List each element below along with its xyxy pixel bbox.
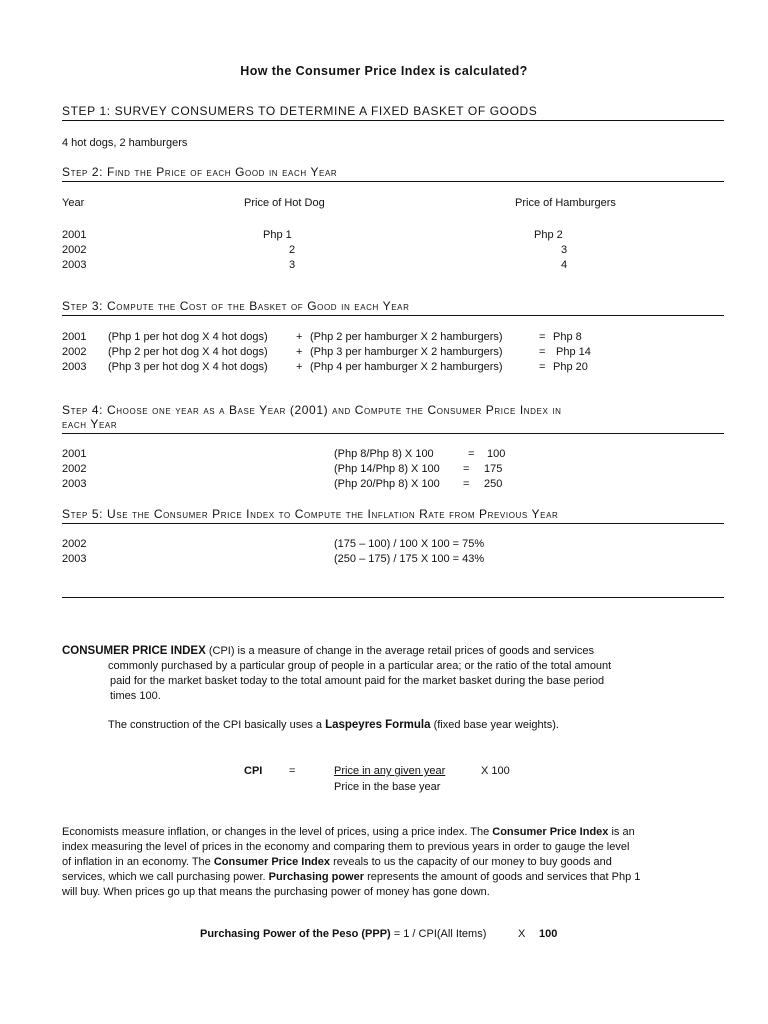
price-hamburger: 3 (561, 244, 568, 256)
cost-hamburger: (Php 2 per hamburger X 2 hamburgers) (310, 331, 503, 343)
para-line5: will buy. When prices go up that means the purchasing power of money has gone down. (62, 886, 490, 898)
step2-label: Step 2 (62, 165, 100, 179)
step4-divider (62, 433, 724, 434)
price-hamburger: Php 2 (534, 229, 563, 241)
cost-total: Php 14 (556, 346, 591, 358)
inflation-paragraph (62, 825, 732, 900)
inflation-year: 2003 (62, 553, 87, 565)
cost-hotdog: (Php 2 per hot dog X 4 hot dogs) (108, 346, 268, 358)
header-hamburger: Price of Hamburgers (515, 197, 616, 209)
cpi-eq: = (468, 448, 475, 460)
ppp-formula (200, 928, 486, 940)
price-year: 2002 (62, 244, 87, 256)
ppp-value: 100 (539, 928, 558, 940)
cpi-formula-times: X 100 (481, 765, 510, 777)
definition-line2: commonly purchased by a particular group of people in a particular area; or the ratio of the total amount (108, 660, 612, 672)
step1-text: : SURVEY CONSUMERS TO DETERMINE A FIXED BASKET OF GOODS (106, 104, 538, 118)
cost-eq: = (539, 331, 546, 343)
inflation-formula: (250 – 175) / 175 X 100 = 43% (334, 553, 485, 565)
price-hotdog: Php 1 (263, 229, 292, 241)
cpi-formula: (Php 20/Php 8) X 100 (334, 478, 440, 490)
cost-eq: = (539, 346, 546, 358)
cost-hotdog: (Php 1 per hot dog X 4 hot dogs) (108, 331, 268, 343)
cpi-eq: = (463, 463, 470, 475)
step2-text: : Find the Price of each Good in each Year (99, 165, 338, 179)
para-line3-b: Consumer Price Index (213, 856, 331, 868)
cost-hamburger: (Php 4 per hamburger X 2 hamburgers) (310, 361, 503, 373)
basket-text: 4 hot dogs, 2 hamburgers (62, 137, 188, 149)
step4-label: Step 4 (62, 403, 100, 417)
cost-hotdog: (Php 3 per hot dog X 4 hot dogs) (108, 361, 268, 373)
step5-divider (62, 523, 724, 524)
step3-label: Step 3 (62, 299, 100, 313)
price-hotdog: 3 (289, 259, 296, 271)
para-line1-a: Economists measure inflation, or changes in the level of prices, using a price index. The (62, 826, 493, 838)
cpi-result: 250 (484, 478, 503, 490)
laspeyres-pre: The construction of the CPI basically uses a (108, 719, 326, 731)
step4-text-line2: each Year (62, 417, 118, 431)
header-hotdog: Price of Hot Dog (244, 197, 325, 209)
para-line4-b: Purchasing power (268, 871, 365, 883)
para-line1-b: Consumer Price Index (492, 826, 609, 838)
cost-total: Php 8 (553, 331, 582, 343)
step3-text: : Compute the Cost of the Basket of Good in each Year (99, 299, 410, 313)
definition-line1: (CPI) is a measure of change in the average retail prices of goods and services (205, 645, 595, 657)
step5-heading (62, 507, 558, 521)
inflation-formula: (175 – 100) / 100 X 100 = 75% (334, 538, 485, 550)
cpi-term: CONSUMER PRICE INDEX (62, 645, 206, 657)
step4-heading (62, 403, 562, 417)
cpi-result: 175 (484, 463, 503, 475)
cost-eq: = (539, 361, 546, 373)
cost-plus: + (296, 331, 303, 343)
ppp-times: X (518, 928, 526, 940)
laspeyres-post: (fixed base year weights). (430, 719, 559, 731)
cpi-formula-numerator: Price in any given year (334, 765, 446, 777)
page-title: How the Consumer Price Index is calculated? (240, 64, 528, 78)
laspeyres-line (108, 719, 559, 731)
step5-label: Step 5 (62, 507, 100, 521)
cpi-formula-eq: = (289, 765, 296, 777)
cpi-result: 100 (487, 448, 506, 460)
step2-divider (62, 181, 724, 182)
step3-heading (62, 299, 409, 313)
laspeyres-term: Laspeyres Formula (325, 719, 431, 731)
step1-divider (62, 120, 724, 121)
cpi-eq: = (463, 478, 470, 490)
cost-plus: + (296, 361, 303, 373)
step2-heading (62, 165, 337, 179)
para-line2: index measuring the level of prices in the economy and comparing them to previous years in order to gauge the level (62, 841, 630, 853)
cost-hamburger: (Php 3 per hamburger X 2 hamburgers) (310, 346, 503, 358)
cpi-year: 2002 (62, 463, 87, 475)
step1-heading (62, 104, 537, 118)
cost-year: 2001 (62, 331, 87, 343)
cpi-formula-label: CPI (244, 765, 263, 777)
cpi-formula: (Php 14/Php 8) X 100 (334, 463, 440, 475)
price-year: 2003 (62, 259, 87, 271)
para-line1-c: is an (608, 826, 635, 838)
para-line3-a: of inflation in an economy. The (62, 856, 214, 868)
para-line4-c: represents the amount of goods and services that Php 1 (364, 871, 641, 883)
step3-divider (62, 315, 724, 316)
header-year: Year (62, 197, 85, 209)
cost-year: 2002 (62, 346, 87, 358)
para-line4-a: services, which we call purchasing power. (62, 871, 269, 883)
cpi-formula: (Php 8/Php 8) X 100 (334, 448, 434, 460)
cost-plus: + (296, 346, 303, 358)
step4-text-line1: : Choose one year as a Base Year (2001) and Compute the Consumer Price Index in (99, 403, 562, 417)
step5-text: : Use the Consumer Price Index to Compute the Inflation Rate from Previous Year (99, 507, 559, 521)
cost-total: Php 20 (553, 361, 588, 373)
definition-line3: paid for the market basket today to the total amount paid for the market basket during the base period (110, 675, 605, 687)
cpi-formula-denominator: Price in the base year (334, 781, 441, 793)
cpi-year: 2003 (62, 478, 87, 490)
step1-label: STEP 1 (62, 104, 107, 118)
section-divider (62, 597, 724, 598)
price-hotdog: 2 (289, 244, 296, 256)
price-hamburger: 4 (561, 259, 568, 271)
cpi-definition (62, 644, 611, 704)
definition-line4: times 100. (110, 690, 161, 702)
ppp-rest: = 1 / CPI(All Items) (390, 928, 487, 940)
ppp-label: Purchasing Power of the Peso (PPP) (200, 928, 391, 940)
cpi-year: 2001 (62, 448, 87, 460)
para-line3-c: reveals to us the capacity of our money to buy goods and (330, 856, 612, 868)
price-year: 2001 (62, 229, 87, 241)
cost-year: 2003 (62, 361, 87, 373)
inflation-year: 2002 (62, 538, 87, 550)
